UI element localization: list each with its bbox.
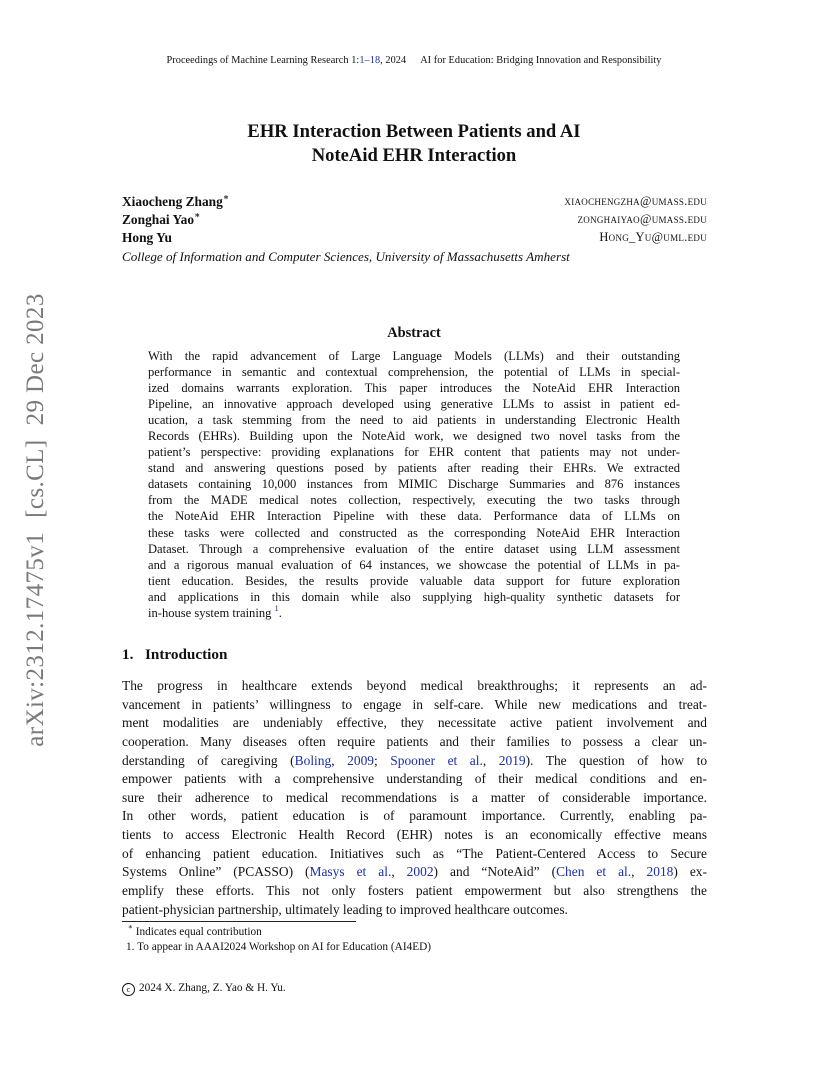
author-row — [122, 230, 707, 248]
abstract-line: patient’s perspective: providing explanations for EHR content that patients may not under- — [148, 445, 680, 460]
author-email: Hong_Yu@uml.edu — [599, 230, 707, 244]
citation-link[interactable]: 2009 — [347, 752, 374, 768]
abstract-line: ized domains warrants exploration. This paper introduces the NoteAid EHR Interaction — [148, 381, 680, 396]
author-row — [122, 191, 707, 212]
abstract-line: stand and answering questions posed by patients after reading their EHRs. We extracted — [148, 461, 680, 476]
citation-link[interactable]: Chen et al. — [556, 864, 632, 880]
paragraph-line: of enhancing patient education. Initiatives such as “The Patient-Centered Access to Secure — [122, 845, 707, 861]
paragraph-line: tients to access Electronic Health Record (EHR) notes is an economically effective means — [122, 827, 707, 843]
abstract-line: datasets containing 10,000 instances from MIMIC Discharge Summaries and 876 instances — [148, 477, 680, 492]
pages-link[interactable]: 1–18 — [359, 55, 381, 66]
abstract-line: Pipeline, an innovative approach developed using generative LLMs to assist in patient ed- — [148, 397, 680, 412]
citation-link[interactable]: 2018 — [646, 864, 674, 880]
copyright-icon: c — [122, 983, 135, 996]
copyright — [122, 982, 286, 996]
paragraph-line: The progress in healthcare extends beyond medical breakthroughs; it represents an ad- — [122, 678, 707, 693]
title-line-1: EHR Interaction Between Patients and AI — [247, 121, 581, 142]
title-line-2: NoteAid EHR Interaction — [311, 145, 517, 166]
footnote-rule — [122, 921, 356, 922]
abstract-body — [148, 348, 680, 621]
abstract-line: Records (EHRs). Building upon the NoteAid work, we designed two novel tasks from the — [148, 429, 680, 444]
equal-contribution-mark: ∗ — [194, 209, 201, 220]
footnotes — [122, 922, 432, 955]
abstract-line: and applications in this domain while also supplying high-quality synthetic datasets for — [148, 589, 680, 604]
introduction-body — [122, 677, 707, 919]
abstract-line: With the rapid advancement of Large Language Models (LLMs) and their outstanding — [148, 349, 680, 363]
abstract-line: performance in semantic and contextual comprehension, the potential of LLMs in special- — [148, 365, 680, 380]
paragraph-line: Systems Online” (PCASSO) (Masys et al., 2002) and “NoteAid” (Chen et al., 2018) ex- — [122, 864, 707, 880]
paragraph-line: sure their adherence to medical recommendations is a matter of considerable importance. — [122, 789, 707, 805]
citation-link[interactable]: Boling — [294, 752, 332, 768]
footnote-equal-contribution: ∗ Indicates equal contribution — [127, 922, 262, 938]
affiliation: College of Information and Computer Sciences, University of Massachusetts Amherst — [122, 249, 570, 264]
footnote-1-link[interactable]: 1 — [274, 602, 279, 613]
section-number: 1. — [122, 646, 134, 663]
header-year: , 2024 — [380, 55, 407, 66]
paragraph-line: ment modalities are undeniably effective, they necessitate active patient involvement and — [122, 715, 707, 731]
abstract-line: Dataset. Through a comprehensive evaluation of the entire dataset using LLM assessment — [148, 541, 680, 556]
author-email: zonghaiyao@umass.edu — [577, 212, 707, 226]
abstract-line: from the MADE medical notes collection, respectively, executing the two tasks through — [148, 493, 680, 508]
abstract-line: tient education. Besides, the results provide valuable data support for future exploration — [148, 573, 680, 588]
paragraph-line: derstanding of caregiving (Boling, 2009; Spooner et al., 2019). The question of how to — [122, 752, 708, 768]
arxiv-date: 29 Dec 2023 — [22, 293, 49, 426]
citation-link[interactable]: 2019 — [498, 752, 526, 768]
paragraph-line: patient-physician partnership, ultimately leading to improved healthcare outcomes. — [122, 901, 568, 917]
equal-contribution-mark: ∗ — [222, 191, 230, 202]
author-email: xiaochengzha@umass.edu — [564, 194, 707, 208]
running-header — [0, 55, 828, 66]
author-name: Zonghai Yao∗ — [122, 209, 201, 227]
section-heading-introduction — [122, 646, 227, 664]
paper-title — [0, 120, 828, 168]
citation-link[interactable]: 2002 — [406, 864, 434, 880]
copyright-text: 2024 X. Zhang, Z. Yao & H. Yu. — [139, 982, 286, 994]
paragraph-line: cooperation. Many diseases often require patients and their families to possess a clear un- — [122, 733, 707, 749]
paragraph-line: emplify these efforts. This not only fosters patient empowerment but also strengthens the — [122, 883, 707, 899]
paragraph-line: vancement in patients’ willingness to engage in self-care. While new medications and treat- — [122, 696, 707, 712]
author-name: Xiaocheng Zhang∗ — [122, 191, 230, 209]
paragraph-line: empower patients with a comprehensive understanding of their medical conditions and en- — [122, 771, 707, 787]
footnote-1: 1. To appear in AAAI2024 Workshop on AI for Education (AI4ED) — [126, 941, 432, 953]
section-title: Introduction — [145, 646, 228, 663]
paragraph-line: In other words, patient education is of paramount importance. Currently, enabling pa- — [122, 808, 707, 824]
abstract-heading: Abstract — [387, 325, 441, 341]
abstract-line: ucation, a task stemming from the need to aid patients in understanding Electronic Health — [148, 413, 680, 428]
arxiv-category: [cs.CL] — [22, 439, 49, 518]
abstract-line: the NoteAid EHR Interaction Pipeline with these data. Performance data of LLMs on — [148, 509, 680, 524]
author-name: Hong Yu — [122, 230, 172, 245]
citation-link[interactable]: Spooner et al. — [390, 752, 483, 768]
arxiv-stamp — [22, 293, 50, 746]
author-row — [122, 209, 707, 230]
proceedings-label: Proceedings of Machine Learning Research 1: — [166, 55, 360, 66]
abstract-last-line: in-house system training $^1$. — [148, 602, 282, 620]
citation-link[interactable]: Masys et al. — [309, 864, 392, 880]
abstract-line: these tasks were collected and constructed as the corresponding NoteAid EHR Interaction — [148, 525, 680, 540]
arxiv-id: arXiv:2312.17475v1 — [22, 531, 49, 747]
workshop-name: AI for Education: Bridging Innovation and Responsibility — [420, 55, 662, 66]
abstract-line: and a rigorous manual evaluation of 64 instances, we showcase the potential of LLMs in pa- — [148, 557, 680, 572]
